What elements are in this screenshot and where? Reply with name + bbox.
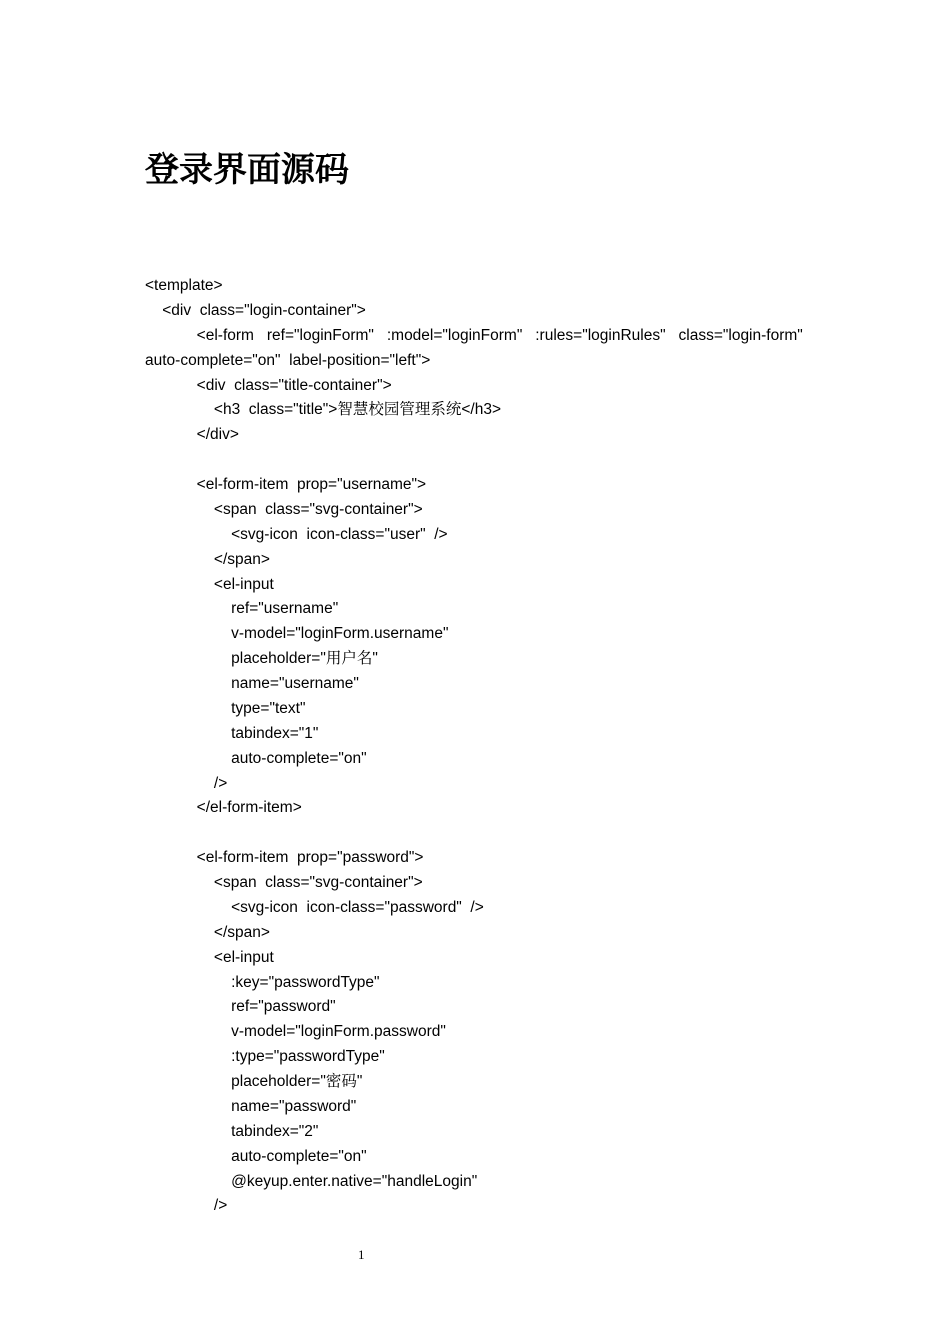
code-line: /> <box>145 1197 228 1215</box>
code-line: /> <box>145 774 228 792</box>
code-line: auto-complete="on" <box>145 749 367 767</box>
code-line: <div class="title-container"> <box>145 376 392 394</box>
code-line: auto-complete="on" <box>145 1147 367 1165</box>
code-line: ref="password" <box>145 998 336 1016</box>
code-line: @keyup.enter.native="handleLogin" <box>145 1172 478 1190</box>
code-line: name="username" <box>145 675 359 692</box>
code-line: </span> <box>145 923 270 941</box>
code-line: <template> <box>145 277 223 294</box>
code-line: name="password" <box>145 1097 357 1115</box>
code-line: <svg-icon icon-class="password" /> <box>145 898 484 916</box>
document-title: 登录界面源码 <box>145 150 349 190</box>
code-line: placeholder="用户名" <box>145 650 378 668</box>
code-line: tabindex="1" <box>145 724 319 742</box>
page-number: 1 <box>358 1247 365 1262</box>
code-line: v-model="loginForm.password" <box>145 1023 446 1041</box>
code-line: <el-form-item prop="password"> <box>145 849 424 867</box>
code-line: <svg-icon icon-class="user" /> <box>145 525 448 543</box>
code-line: </span> <box>145 550 270 568</box>
code-line: <el-form-item prop="username"> <box>145 476 427 493</box>
code-line: :type="passwordType" <box>145 1048 385 1066</box>
code-line: v-model="loginForm.username" <box>145 625 449 643</box>
code-line: <span class="svg-container"> <box>145 500 423 518</box>
code-line: <el-form ref="loginForm" :model="loginForm" :rules="loginRules" class="login-form" <box>145 326 803 344</box>
code-line: tabindex="2" <box>145 1122 319 1140</box>
code-line: <span class="svg-container"> <box>145 874 423 891</box>
code-line <box>145 448 815 473</box>
code-line: <div class="login-container"> <box>145 301 366 319</box>
code-line: <h3 class="title">智慧校园管理系统</h3> <box>145 401 502 419</box>
code-line: type="text" <box>145 699 306 717</box>
code-line: <el-input <box>145 948 274 966</box>
code-line: </el-form-item> <box>145 799 302 817</box>
code-line: </div> <box>145 426 239 444</box>
code-line: auto-complete="on" label-position="left"> <box>145 351 431 369</box>
code-line <box>145 821 815 846</box>
code-line: :key="passwordType" <box>145 973 380 991</box>
code-line: <el-input <box>145 575 274 593</box>
code-line: ref="username" <box>145 600 339 618</box>
code-line: placeholder="密码" <box>145 1073 363 1090</box>
code-block <box>145 274 815 1219</box>
